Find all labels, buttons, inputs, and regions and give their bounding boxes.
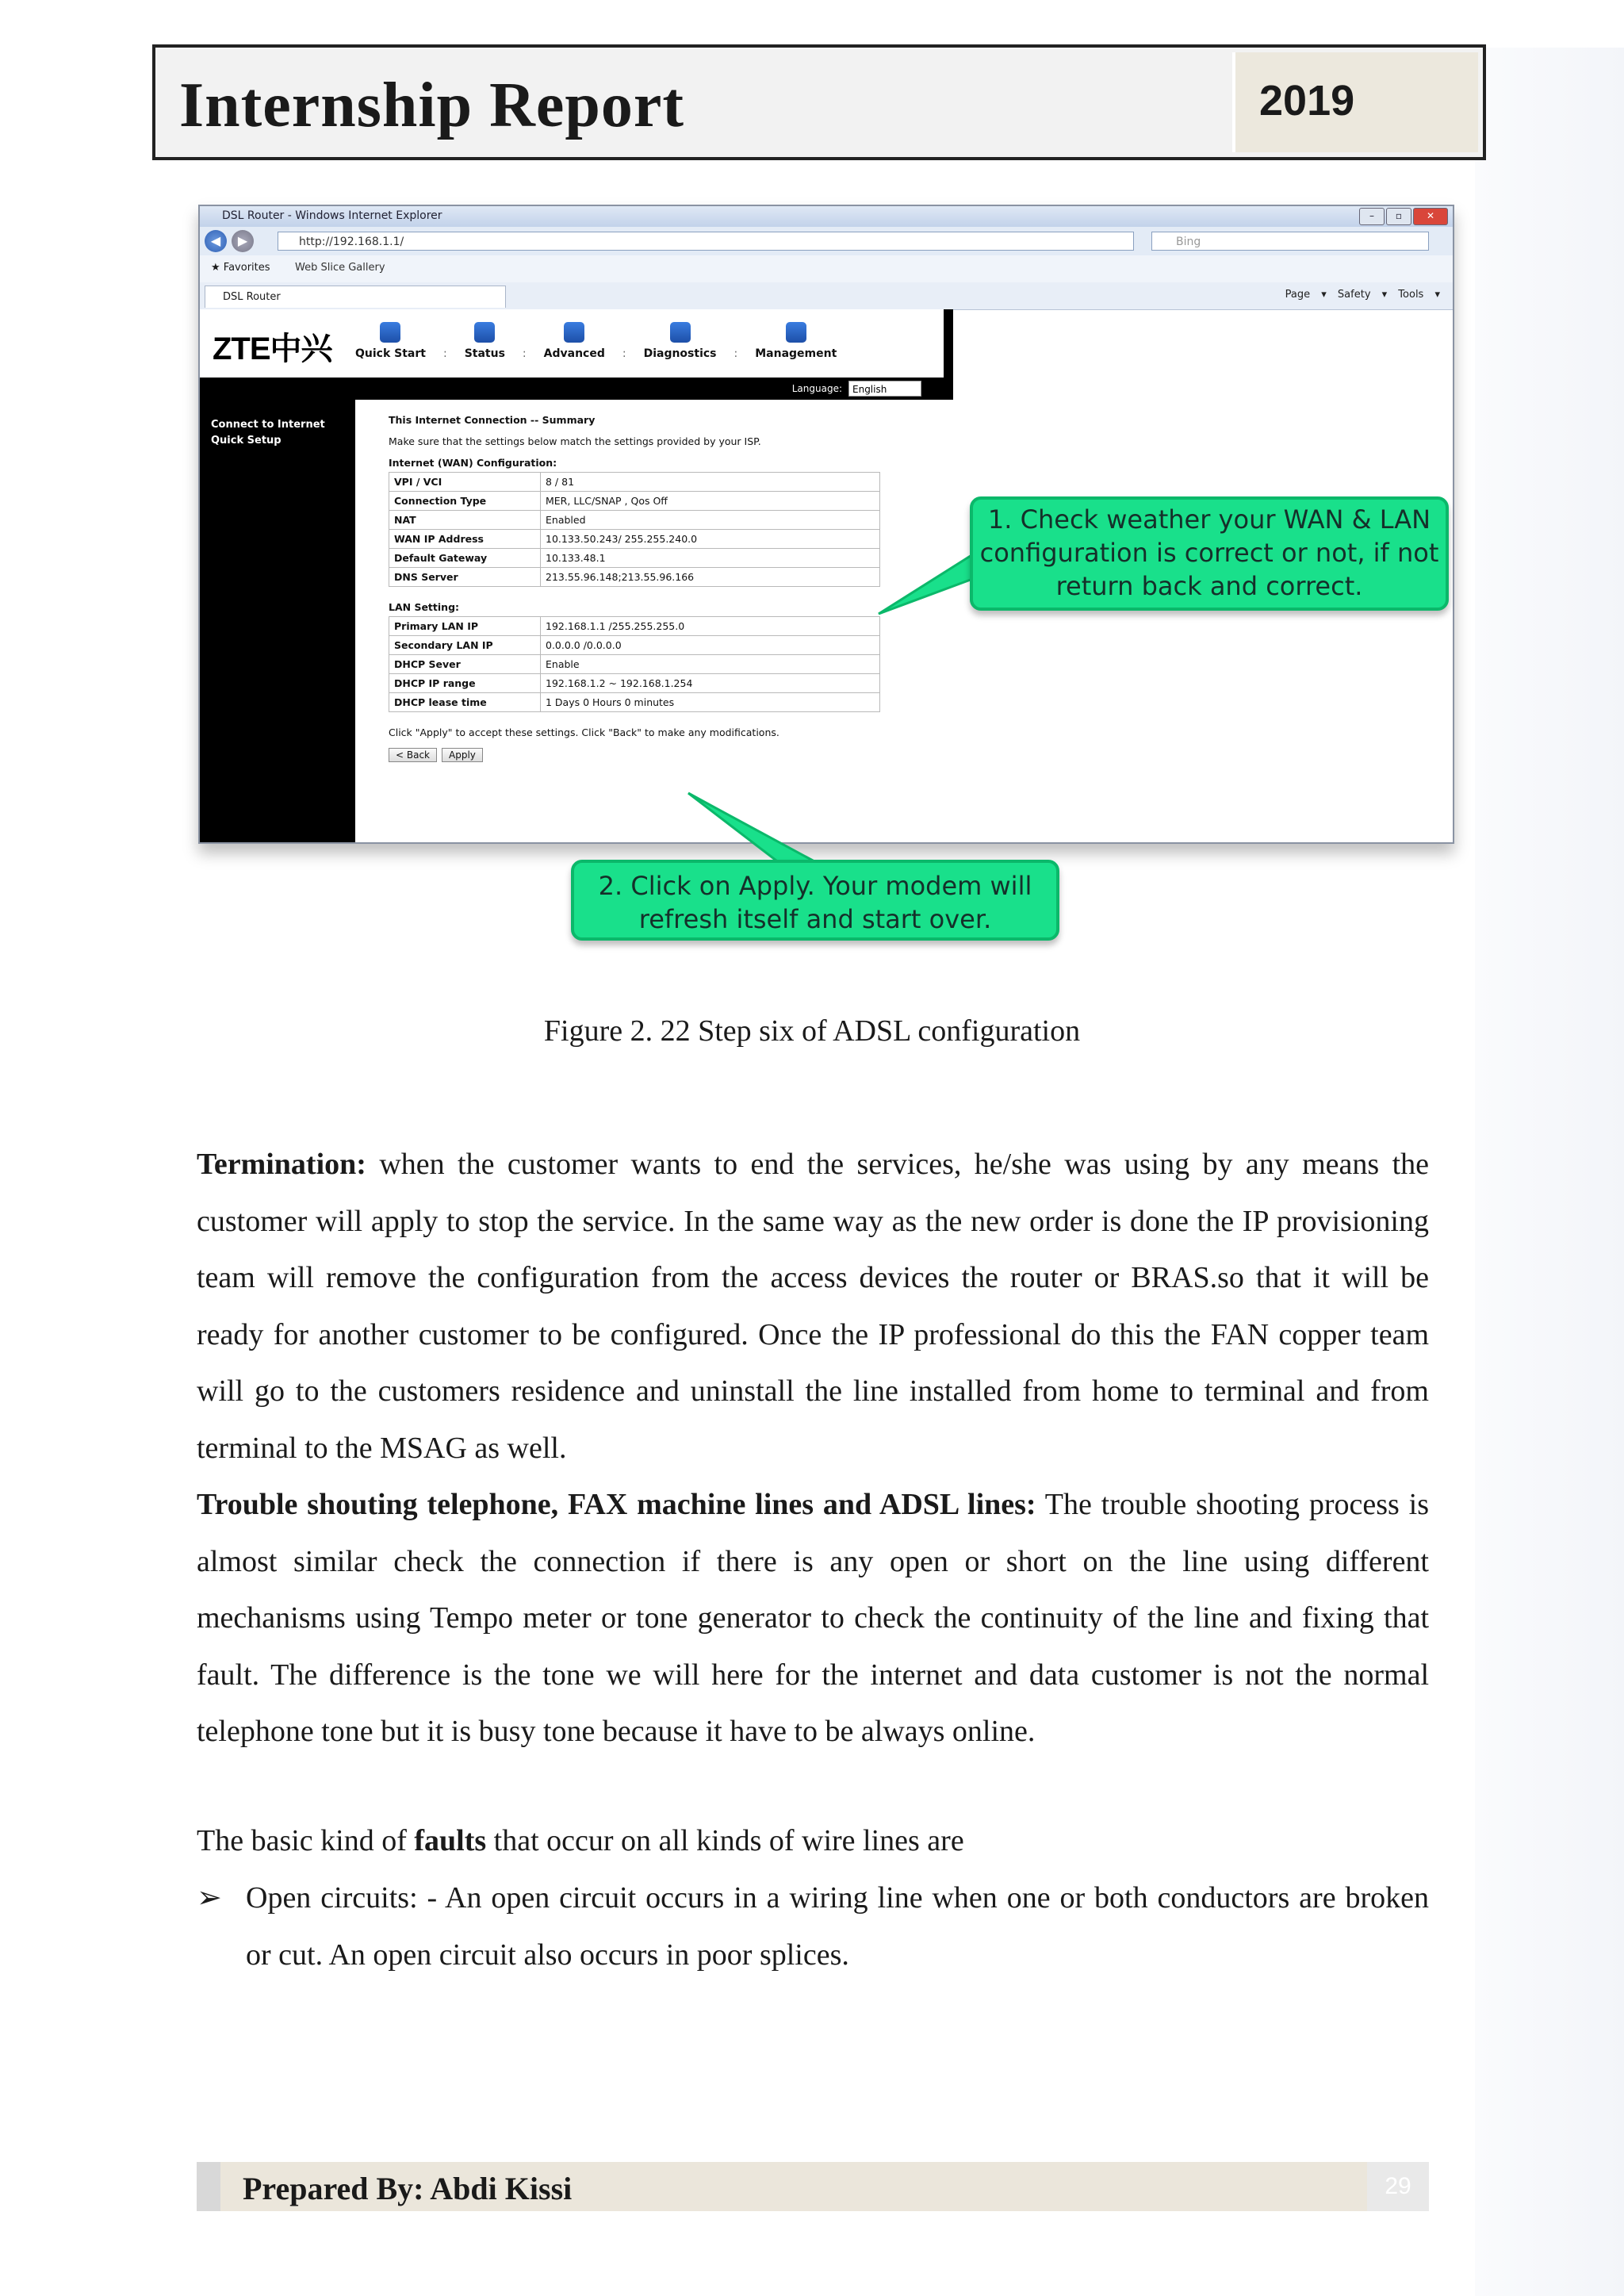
row-value: 213.55.96.148;213.55.96.166 bbox=[541, 568, 880, 587]
nav-label: Quick Start bbox=[355, 347, 426, 360]
report-header bbox=[152, 44, 1486, 160]
faults-bold: faults bbox=[414, 1824, 487, 1857]
summary-intro: Make sure that the settings below match the settings provided by your ISP. bbox=[389, 435, 761, 447]
minimize-icon[interactable]: – bbox=[1359, 208, 1385, 225]
nav-separator: : bbox=[733, 347, 738, 360]
nav-label: Status bbox=[464, 347, 505, 360]
favorites-button[interactable]: ★ Favorites bbox=[211, 262, 270, 274]
trouble-paragraph bbox=[197, 1477, 1429, 1761]
row-value: 8 / 81 bbox=[541, 473, 880, 492]
row-value: 192.168.1.2 ~ 192.168.1.254 bbox=[541, 674, 880, 693]
summary-heading: This Internet Connection -- Summary bbox=[389, 414, 596, 426]
web-slice-gallery-link[interactable]: Web Slice Gallery bbox=[295, 262, 385, 274]
prepared-by: Prepared By: Abdi Kissi bbox=[243, 2171, 573, 2206]
page-footer bbox=[197, 2162, 1429, 2211]
back-button[interactable]: < Back bbox=[389, 748, 437, 762]
row-key: Default Gateway bbox=[389, 549, 541, 568]
termination-label: Termination: bbox=[197, 1148, 366, 1181]
nav-separator: : bbox=[522, 347, 527, 360]
row-key: DHCP Sever bbox=[389, 655, 541, 674]
row-key: DHCP lease time bbox=[389, 693, 541, 712]
bullet-text: Open circuits: - An open circuit occurs in a wiring line when one or both conductors are broken or cut. An open circuit also occurs in poor splices. bbox=[246, 1881, 1429, 1972]
faults-intro bbox=[197, 1813, 1429, 1870]
row-value: 192.168.1.1 /255.255.255.0 bbox=[541, 617, 880, 636]
tab-dsl-router[interactable]: DSL Router bbox=[205, 286, 506, 308]
row-value: Enable bbox=[541, 655, 880, 674]
row-value: 10.133.48.1 bbox=[541, 549, 880, 568]
page-edge-shade bbox=[1475, 48, 1624, 2296]
callout2-pointer bbox=[688, 793, 823, 866]
callout-check-config: 1. Check weather your WAN & LAN configuration is correct or not, if not return back and correct. bbox=[970, 496, 1449, 611]
list-item bbox=[197, 1870, 1429, 1984]
maximize-icon[interactable]: ▫ bbox=[1386, 208, 1411, 225]
window-title: DSL Router - Windows Internet Explorer bbox=[222, 209, 442, 222]
termination-paragraph bbox=[197, 1137, 1429, 1477]
trouble-text: The trouble shooting process is almost similar check the connection if there is any open or short on the line using different mechanisms using Tempo meter or tone generator to check the continuity of the line and fixing that fault. The difference is the tone we will here for the internet and data customer is not the normal telephone tone but it is busy tone because it have to be always online. bbox=[197, 1488, 1429, 1748]
callout-click-apply: 2. Click on Apply. Your modem will refresh itself and start over. bbox=[571, 860, 1059, 941]
faults-post: that occur on all kinds of wire lines are bbox=[486, 1824, 964, 1857]
forward-arrow-icon[interactable]: ▶ bbox=[232, 230, 254, 252]
search-box[interactable]: Bing bbox=[1151, 232, 1429, 251]
back-arrow-icon[interactable]: ◀ bbox=[205, 230, 227, 252]
lan-title: LAN Setting: bbox=[389, 601, 460, 613]
sidebar-item-quick-setup[interactable]: Quick Setup bbox=[211, 435, 282, 447]
row-key: Secondary LAN IP bbox=[389, 636, 541, 655]
close-icon[interactable]: ✕ bbox=[1413, 208, 1448, 225]
report-year: 2019 bbox=[1259, 77, 1355, 125]
zte-logo: ZTE中兴 bbox=[213, 332, 332, 366]
sidebar-item-connect[interactable]: Connect to Internet bbox=[211, 419, 325, 431]
arrow-bullet-icon: ➢ bbox=[197, 1881, 222, 1915]
row-key: NAT bbox=[389, 511, 541, 530]
row-key: WAN IP Address bbox=[389, 530, 541, 549]
row-key: DHCP IP range bbox=[389, 674, 541, 693]
row-key: DNS Server bbox=[389, 568, 541, 587]
language-label: Language: bbox=[791, 383, 842, 394]
row-value: MER, LLC/SNAP , Qos Off bbox=[541, 492, 880, 511]
router-screenshot-figure bbox=[197, 200, 1472, 945]
nav-separator: : bbox=[442, 347, 447, 360]
row-key: Primary LAN IP bbox=[389, 617, 541, 636]
report-title: Internship Report bbox=[179, 71, 685, 140]
row-value: 0.0.0.0 /0.0.0.0 bbox=[541, 636, 880, 655]
command-bar[interactable]: Page ▾ Safety ▾ Tools ▾ bbox=[1285, 289, 1440, 301]
apply-button[interactable]: Apply bbox=[442, 748, 483, 762]
row-key: VPI / VCI bbox=[389, 473, 541, 492]
row-value: 10.133.50.243/ 255.255.240.0 bbox=[541, 530, 880, 549]
trouble-label: Trouble shouting telephone, FAX machine lines and ADSL lines: bbox=[197, 1488, 1036, 1521]
nav-label: Management bbox=[755, 347, 837, 360]
row-key: Connection Type bbox=[389, 492, 541, 511]
page-number: 29 bbox=[1367, 2162, 1429, 2211]
row-value: 1 Days 0 Hours 0 minutes bbox=[541, 693, 880, 712]
nav-label: Advanced bbox=[543, 347, 605, 360]
nav-label: Diagnostics bbox=[643, 347, 717, 360]
language-select[interactable]: English bbox=[848, 381, 921, 397]
favorites-label: Favorites bbox=[223, 262, 270, 274]
footer-accent-bar bbox=[197, 2162, 220, 2211]
faults-pre: The basic kind of bbox=[197, 1824, 415, 1857]
figure-caption: Figure 2. 22 Step six of ADSL configuration bbox=[543, 1014, 1081, 1048]
apply-note: Click "Apply" to accept these settings. Click "Back" to make any modifications. bbox=[389, 726, 779, 738]
termination-text: when the customer wants to end the services, he/she was using by any means the customer will apply to stop the service. In the same way as the new order is done the IP provisioning team will remove the configuration from the access devices the router or BRAS.so that it will be ready for another customer to be configured. Once the IP professional do this the FAN copper team will go to the customers residence and uninstall the line installed from home to terminal and from terminal to the MSAG as well. bbox=[197, 1148, 1429, 1465]
nav-separator: : bbox=[622, 347, 626, 360]
row-value: Enabled bbox=[541, 511, 880, 530]
address-bar[interactable]: http://192.168.1.1/ bbox=[278, 232, 1134, 251]
wan-title: Internet (WAN) Configuration: bbox=[389, 457, 557, 469]
year-box bbox=[1232, 52, 1478, 152]
